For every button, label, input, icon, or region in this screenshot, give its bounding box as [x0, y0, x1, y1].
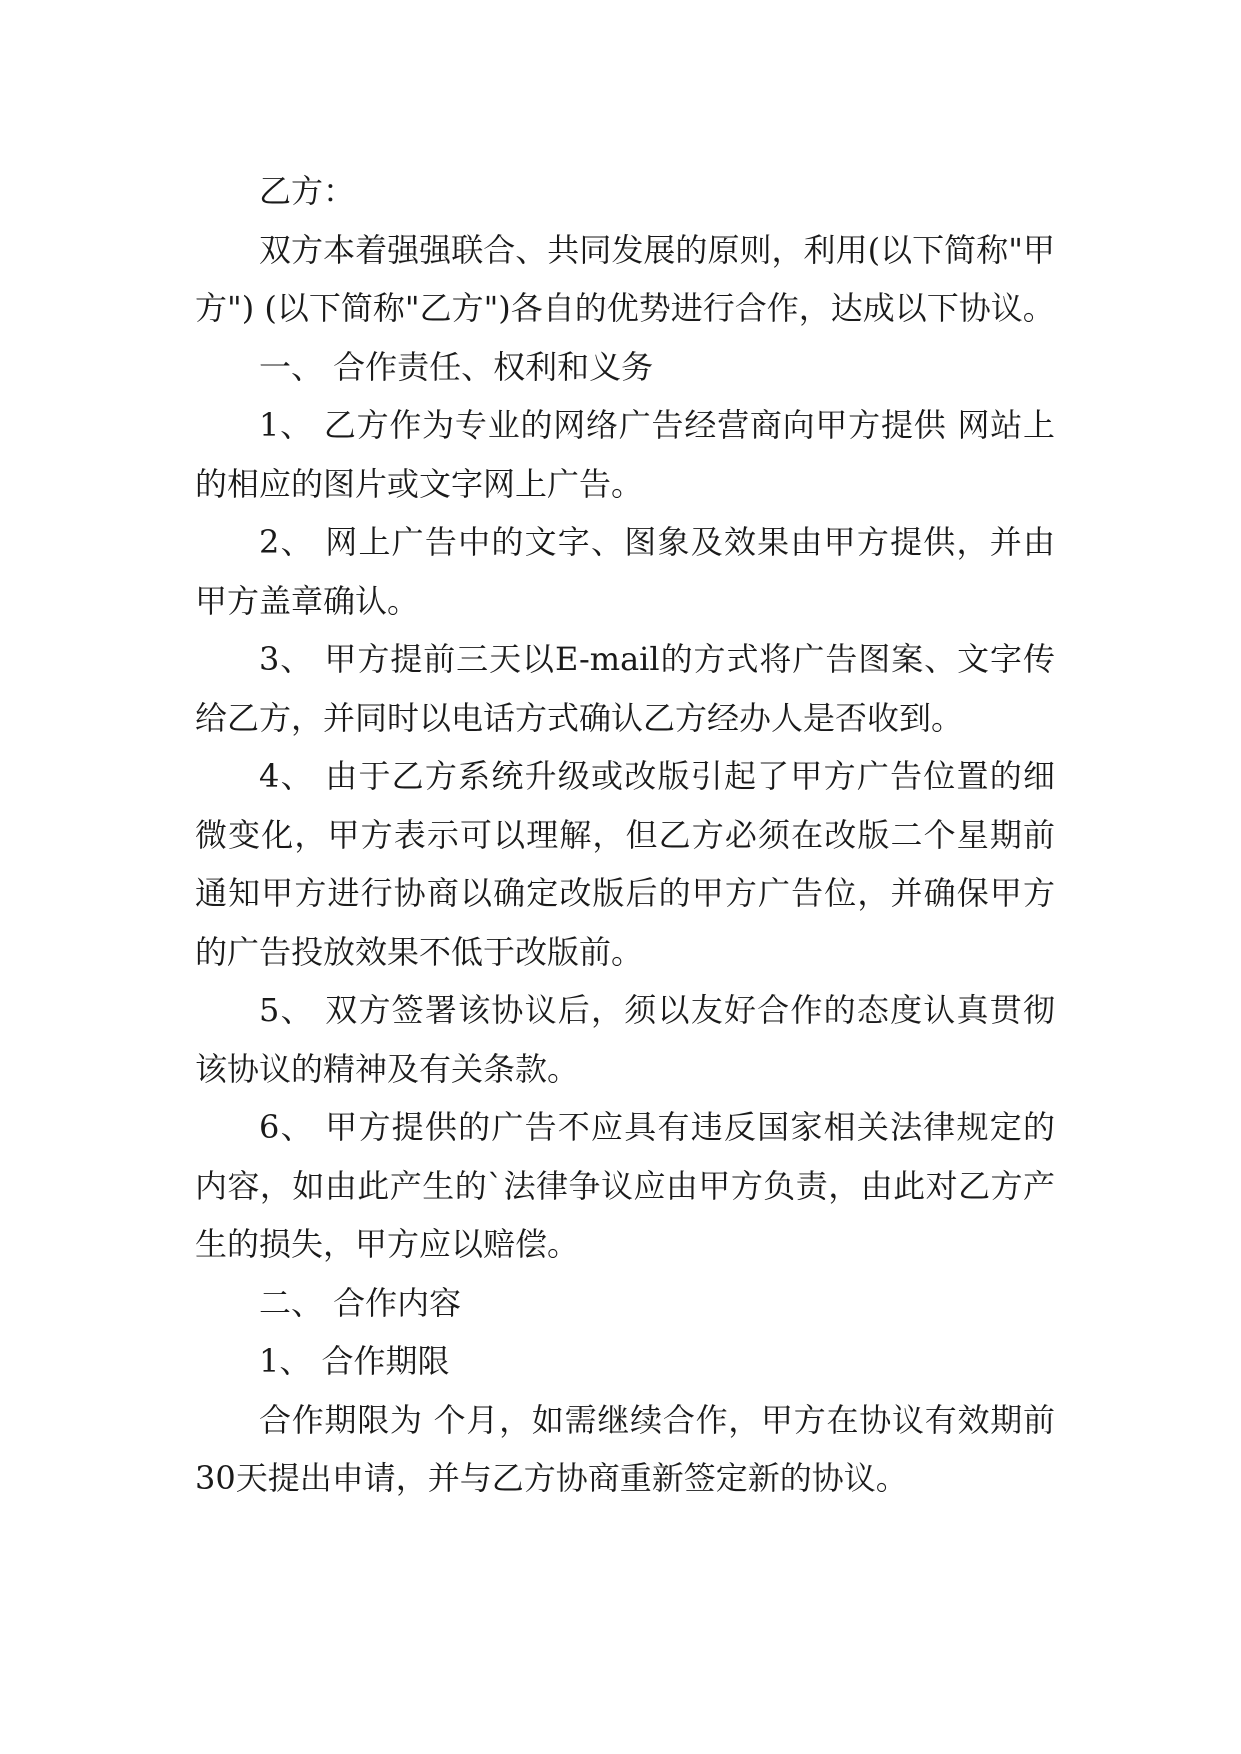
subheading-term: 1、 合作期限 — [259, 1342, 450, 1380]
clause-1: 1、 乙方作为专业的网络广告经营商向甲方提供 网站上的相应的图片或文字网上广告。 — [195, 406, 1055, 503]
intro-paragraph: 双方本着强强联合、共同发展的原则，利用(以下简称"甲方") (以下简称"乙方")各自的优势进行合作，达成以下协议。 — [195, 230, 1055, 327]
section-heading-cooperation: 二、 合作内容 — [259, 1283, 462, 1322]
clause-5: 5、 双方签署该协议后，须以友好合作的态度认真贯彻该协议的精神及有关条款。 — [195, 991, 1055, 1088]
party-b-label: 乙方： — [259, 172, 356, 210]
clause-6: 6、 甲方提供的广告不应具有违反国家相关法律规定的内容，如由此产生的`法律争议应由甲方负责，由此对乙方产生的损失，甲方应以赔偿。 — [195, 1108, 1055, 1263]
clause-4: 4、 由于乙方系统升级或改版引起了甲方广告位置的细微变化，甲方表示可以理解，但乙方必须在改版二个星期前通知甲方进行协商以确定改版后的甲方广告位，并确保甲方的广告投放效果不低于改版前。 — [195, 757, 1055, 971]
section-heading-responsibilities: 一、 合作责任、权利和义务 — [259, 347, 654, 386]
clause-3: 3、 甲方提前三天以E-mail的方式将广告图案、文字传给乙方，并同时以电话方式确认乙方经办人是否收到。 — [195, 640, 1055, 737]
clause-2: 2、 网上广告中的文字、图象及效果由甲方提供，并由甲方盖章确认。 — [195, 523, 1055, 620]
document-body — [195, 162, 1055, 1508]
term-paragraph: 合作期限为 个月，如需继续合作，甲方在协议有效期前30天提出申请，并与乙方协商重新签定新的协议。 — [195, 1400, 1055, 1497]
